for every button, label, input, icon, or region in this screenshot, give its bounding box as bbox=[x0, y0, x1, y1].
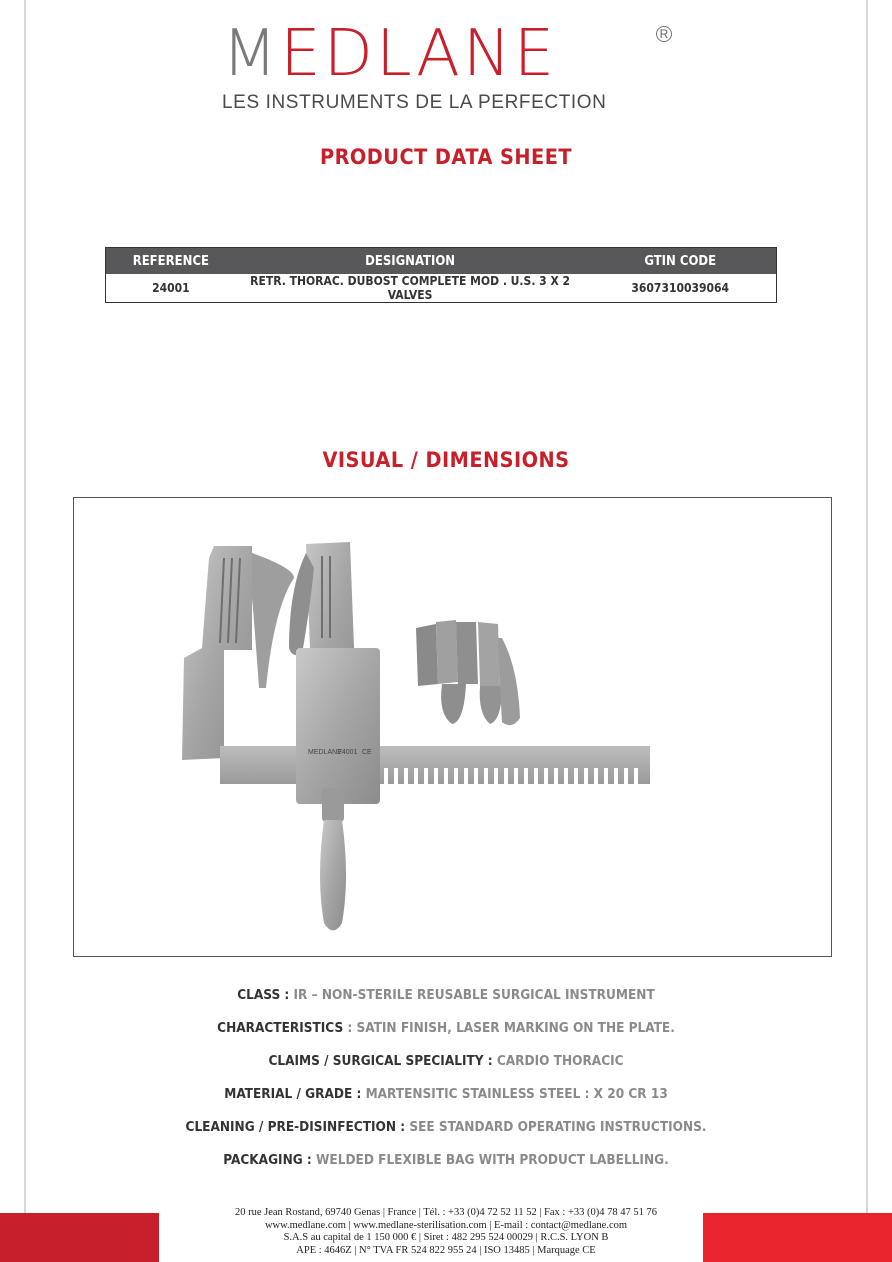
table-header-row bbox=[106, 248, 777, 275]
left-blade bbox=[182, 546, 294, 760]
logo-tagline: LES INSTRUMENTS DE LA PERFECTION bbox=[222, 92, 607, 113]
product-reference-table bbox=[105, 247, 777, 303]
product-data-sheet-title: PRODUCT DATA SHEET bbox=[319, 145, 573, 169]
company-footer bbox=[0, 1207, 892, 1257]
plate-ce-marking: CE bbox=[362, 749, 372, 756]
rack-bar bbox=[220, 746, 650, 784]
header-designation: DESIGNATION bbox=[236, 248, 585, 275]
visual-dimensions-title: VISUAL / DIMENSIONS bbox=[322, 448, 570, 472]
spare-valves bbox=[416, 620, 520, 725]
spec-claims: CLAIMS / SURGICAL SPECIALITY : CARDIO THORACIC bbox=[268, 1053, 624, 1069]
footer-web-links: www.medlane.com | www.medlane-sterilisation.com | E-mail : contact@medlane.com bbox=[264, 1219, 628, 1231]
header-reference: REFERENCE bbox=[106, 248, 236, 275]
cell-reference: 24001 bbox=[106, 274, 236, 303]
header-gtin: GTIN CODE bbox=[584, 248, 776, 275]
footer-address: 20 rue Jean Rostand, 69740 Genas | France | Tél. : +33 (0)4 72 52 11 52 | Fax : +33 (0)4 78 47 51 76 bbox=[234, 1207, 658, 1218]
retractor-illustration bbox=[74, 498, 831, 956]
cell-designation: RETR. THORAC. DUBOST COMPLETE MOD . U.S. 3 X 2 VALVES bbox=[236, 274, 585, 303]
marking-plate bbox=[296, 648, 380, 804]
product-photo-frame bbox=[73, 497, 832, 957]
logo-wordmark bbox=[222, 17, 558, 91]
spec-cleaning: CLEANING / PRE-DISINFECTION : SEE STANDARD OPERATING INSTRUCTIONS. bbox=[185, 1119, 707, 1135]
logo-m: M bbox=[222, 17, 281, 91]
registered-mark: R bbox=[656, 26, 672, 42]
footer-registration: APE : 4646Z | N° TVA FR 524 822 955 24 | ISO 13485 | Marquage CE bbox=[296, 1244, 596, 1256]
cell-gtin: 3607310039064 bbox=[584, 274, 776, 303]
product-specifications bbox=[0, 984, 892, 1182]
medlane-logo bbox=[222, 17, 682, 117]
logo-edlane: EDLANE bbox=[280, 17, 558, 91]
spec-class: CLASS : IR – NON-STERILE REUSABLE SURGICAL INSTRUMENT bbox=[237, 987, 655, 1003]
plate-brand-marking: MEDLANE bbox=[308, 749, 342, 756]
crank-handle bbox=[320, 788, 346, 931]
plate-reference-marking: 24001 bbox=[338, 749, 358, 756]
table-row bbox=[106, 274, 777, 303]
footer-legal-info: S.A.S au capital de 1 150 000 € | Siret : 482 295 524 00029 | R.C.S. LYON B bbox=[283, 1232, 609, 1243]
spec-packaging: PACKAGING : WELDED FLEXIBLE BAG WITH PRODUCT LABELLING. bbox=[223, 1152, 669, 1168]
spec-material: MATERIAL / GRADE : MARTENSITIC STAINLESS STEEL : X 20 CR 13 bbox=[224, 1086, 668, 1102]
spec-characteristics: CHARACTERISTICS : SATIN FINISH, LASER MARKING ON THE PLATE. bbox=[217, 1020, 675, 1036]
